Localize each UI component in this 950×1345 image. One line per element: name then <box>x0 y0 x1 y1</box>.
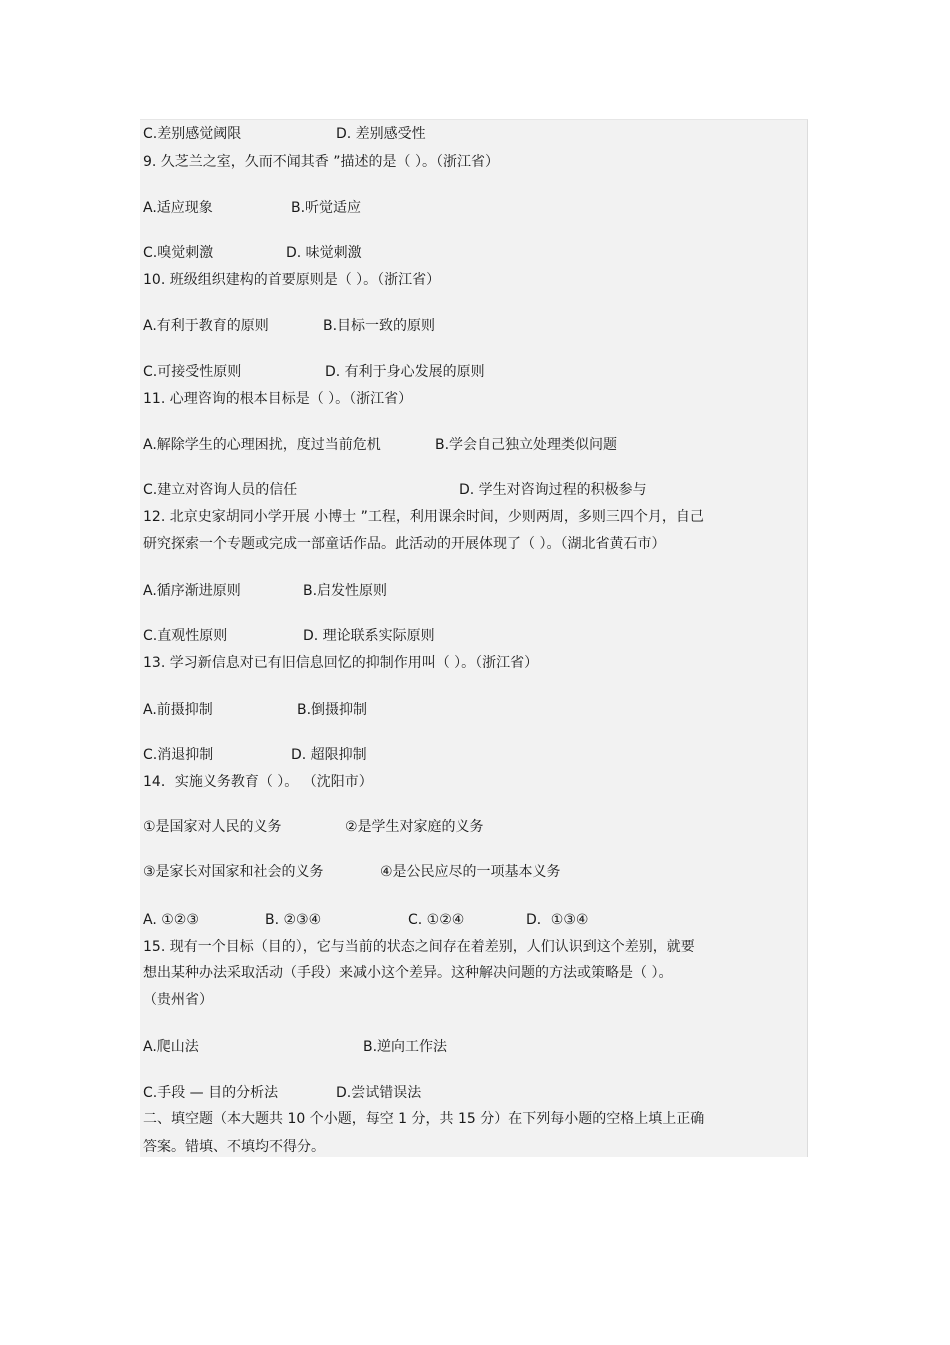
q9-option-c: C.嗅觉刺激 <box>143 245 214 261</box>
question-12-line-2: 研究探索一个专题或完成一部童话作品。此活动的开展体现了（ ）。（湖北省黄石市） <box>143 536 666 552</box>
q13-option-d: D. 超限抑制 <box>291 747 367 763</box>
question-10: 10. 班级组织建构的首要原则是（ ）。（浙江省） <box>143 272 441 288</box>
q10-option-a: A.有利于教育的原则 <box>143 318 269 334</box>
q11-option-d: D. 学生对咨询过程的积极参与 <box>459 482 647 498</box>
q12-option-a: A.循序渐进原则 <box>143 583 241 599</box>
q10-option-b: B.目标一致的原则 <box>323 318 436 334</box>
q8-option-d: D. 差别感受性 <box>336 126 426 142</box>
q14-option-c: C. ①②④ <box>408 912 465 928</box>
section-2-heading-line-1: 二、填空题（本大题共 10 个小题，每空 1 分，共 15 分）在下列每小题的空格上填上正确 <box>143 1111 705 1127</box>
q15-option-b: B.逆向工作法 <box>363 1039 448 1055</box>
q13-option-a: A.前摄抑制 <box>143 702 213 718</box>
question-14: 14．实施义务教育（ ）。 （沈阳市） <box>143 774 373 790</box>
q8-option-c: C.差别感觉阈限 <box>143 126 242 142</box>
section-2-heading-line-2: 答案。错填、不填均不得分。 <box>143 1139 325 1155</box>
q9-option-a: A.适应现象 <box>143 200 213 216</box>
q15-option-d: D.尝试错误法 <box>336 1085 422 1101</box>
q11-option-b: B.学会自己独立处理类似问题 <box>435 437 618 453</box>
q13-option-c: C.消退抑制 <box>143 747 214 763</box>
q12-option-b: B.启发性原则 <box>303 583 388 599</box>
q14-option-a: A. ①②③ <box>143 912 199 928</box>
q14-statement-3: ③是家长对国家和社会的义务 <box>143 864 324 880</box>
q14-statement-4: ④是公民应尽的一项基本义务 <box>380 864 561 880</box>
question-9: 9. 久芝兰之室，久而不闻其香 ”描述的是（ ）。（浙江省） <box>143 154 499 170</box>
q12-option-c: C.直观性原则 <box>143 628 228 644</box>
q14-option-b: B. ②③④ <box>265 912 322 928</box>
q9-option-d: D. 味觉刺激 <box>286 245 362 261</box>
q9-option-b: B.听觉适应 <box>291 200 362 216</box>
question-11: 11. 心理咨询的根本目标是（ ）。（浙江省） <box>143 391 413 407</box>
q15-option-a: A.爬山法 <box>143 1039 199 1055</box>
question-15-line-3: （贵州省） <box>143 992 213 1008</box>
q13-option-b: B.倒摄抑制 <box>297 702 368 718</box>
question-13: 13. 学习新信息对已有旧信息回忆的抑制作用叫（ ）。（浙江省） <box>143 655 539 671</box>
q11-option-c: C.建立对咨询人员的信任 <box>143 482 298 498</box>
q14-option-d: D．①③④ <box>526 912 589 928</box>
q10-option-d: D. 有利于身心发展的原则 <box>325 364 485 380</box>
q14-statement-2: ②是学生对家庭的义务 <box>345 819 484 835</box>
q14-statement-1: ①是国家对人民的义务 <box>143 819 282 835</box>
question-15-line-2: 想出某种办法采取活动（手段）来减小这个差异。这种解决问题的方法或策略是（ ）。 <box>143 965 673 981</box>
q10-option-c: C.可接受性原则 <box>143 364 242 380</box>
question-15-line-1: 15. 现有一个目标（目的），它与当前的状态之间存在着差别，人们认识到这个差别，就要 <box>143 939 695 955</box>
question-12-line-1: 12. 北京史家胡同小学开展 小博士 ”工程，利用课余时间，少则两周，多则三四个月，自己 <box>143 509 704 525</box>
q11-option-a: A.解除学生的心理困扰，度过当前危机 <box>143 437 381 453</box>
q15-option-c: C.手段 — 目的分析法 <box>143 1085 279 1101</box>
q12-option-d: D. 理论联系实际原则 <box>303 628 435 644</box>
